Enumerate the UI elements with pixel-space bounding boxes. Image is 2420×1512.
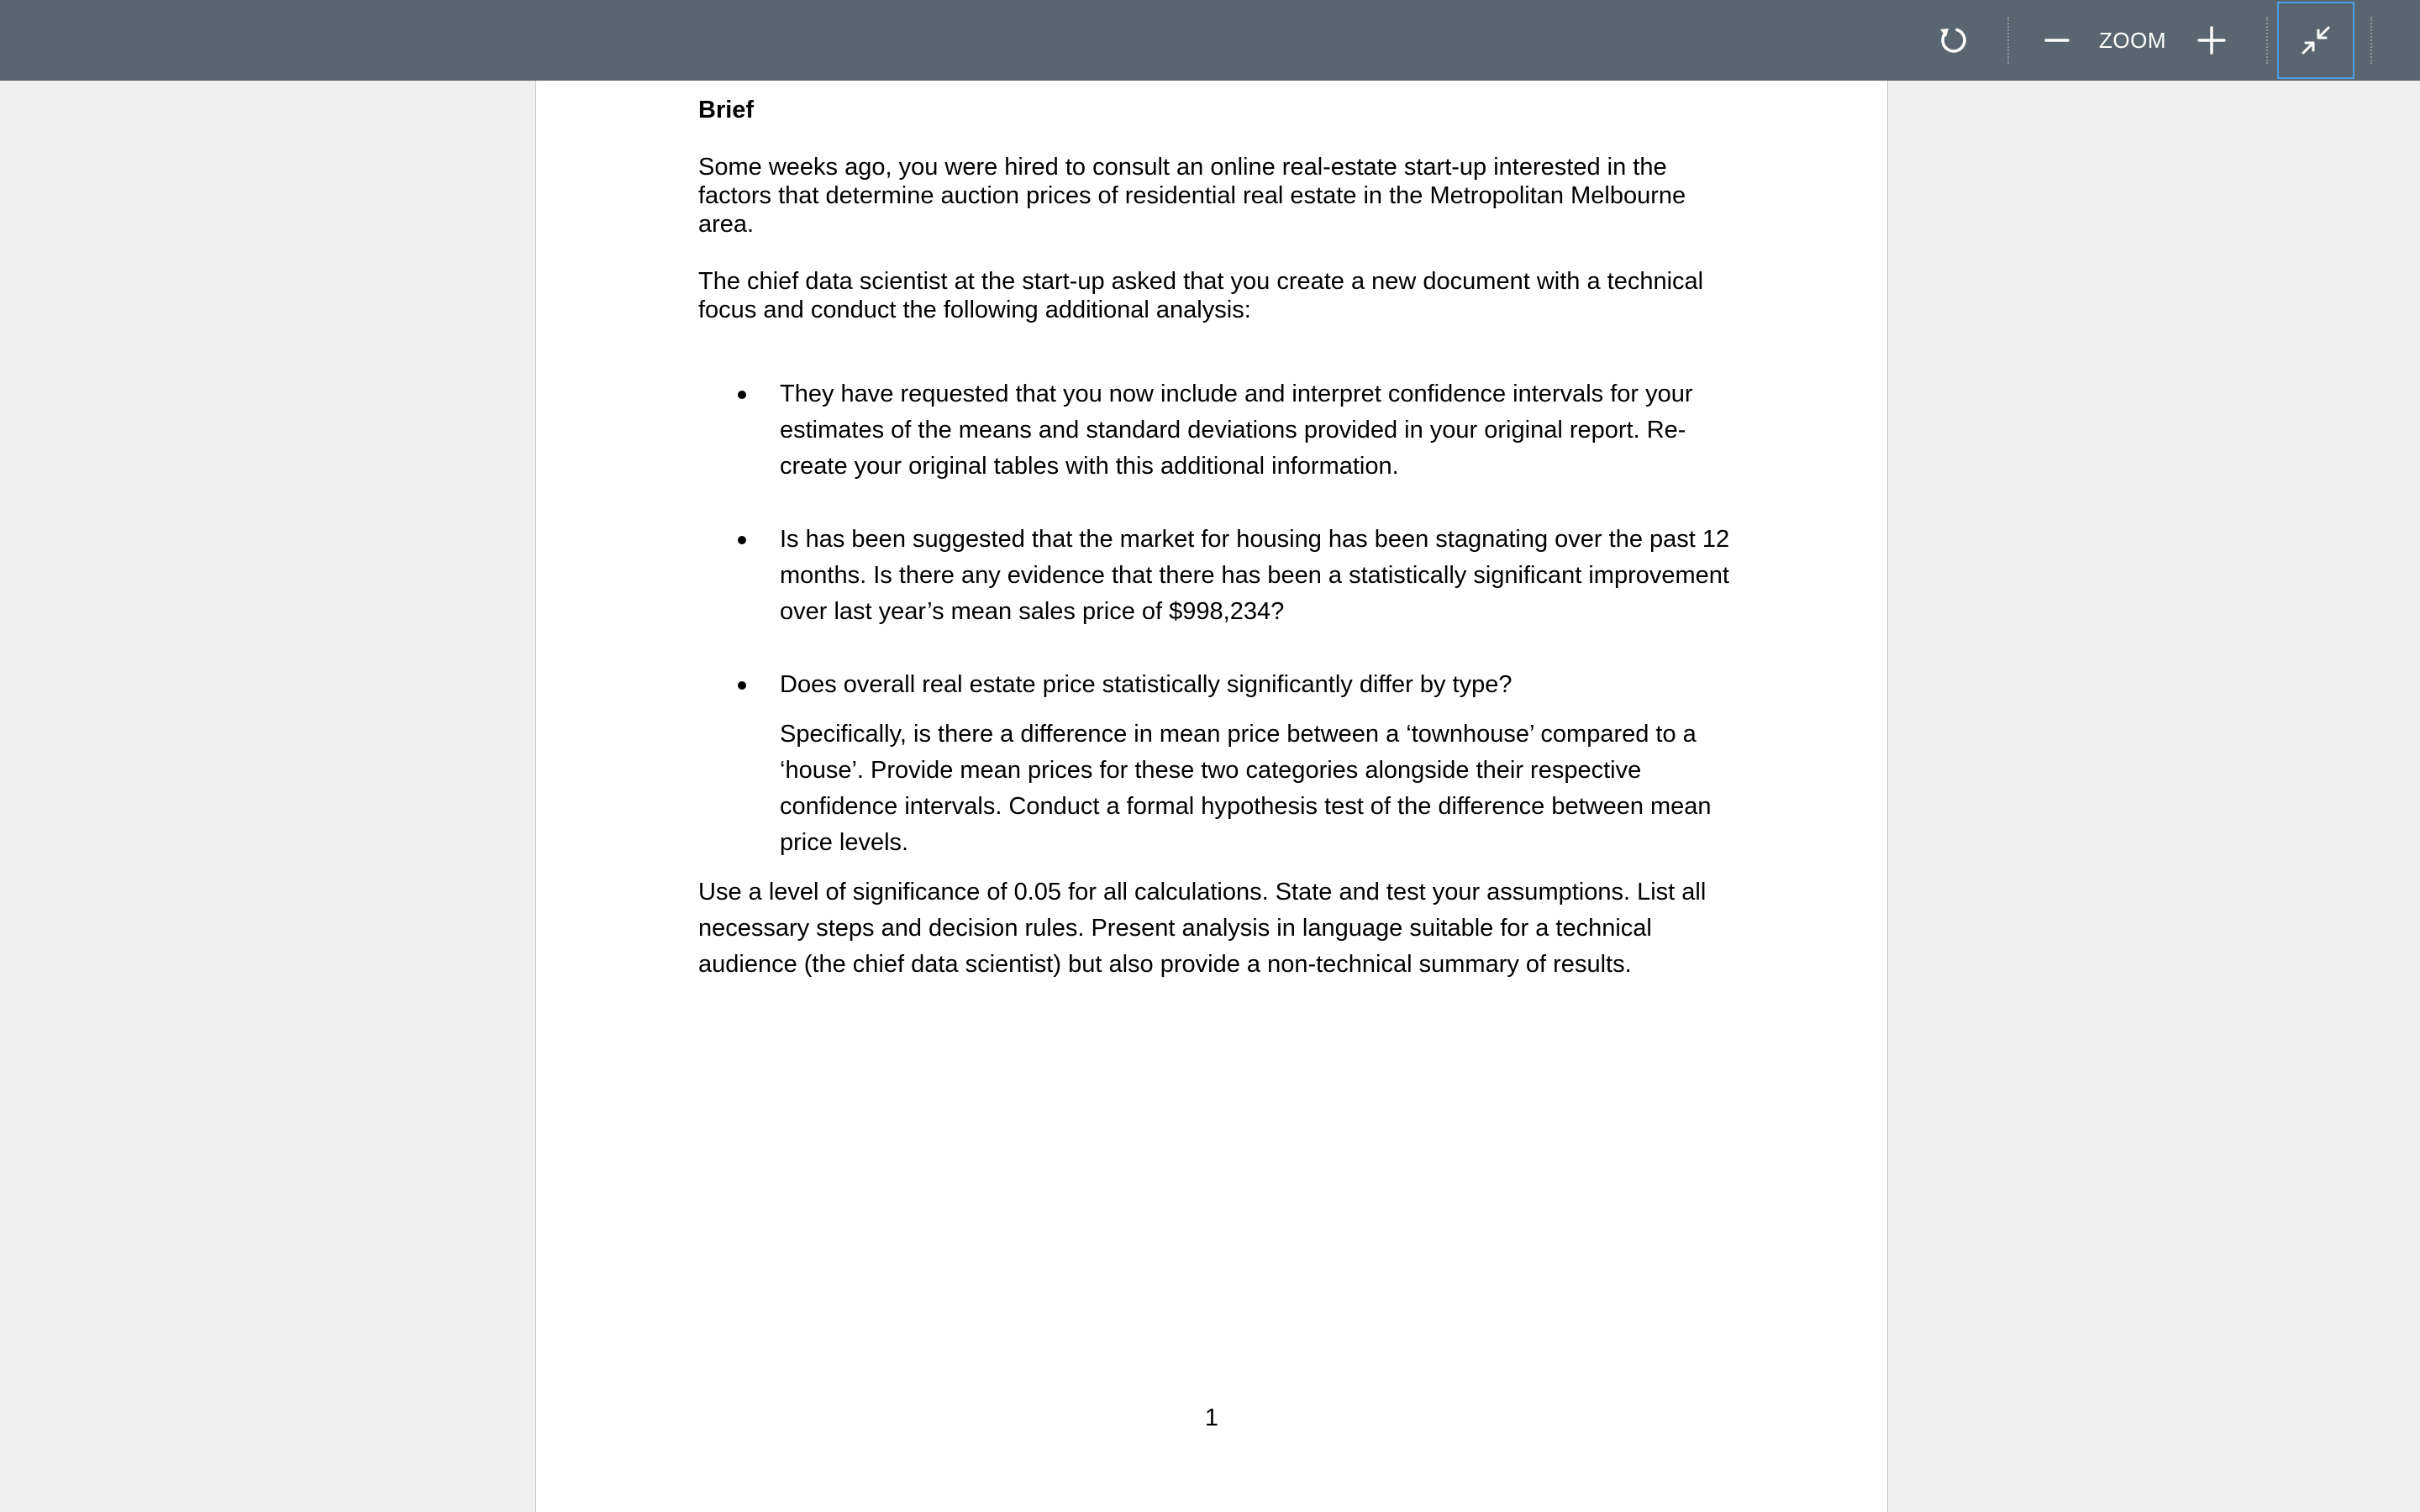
list-item [698, 522, 1740, 630]
rotate-button[interactable] [1930, 17, 1977, 64]
document-heading: Brief [698, 97, 755, 123]
list-item-detail: Specifically, is there a difference in mean price between a ‘townhouse’ compared to a ‘house’. Provide mean prices for these two categories alongside their respective confidence intervals. Conduct a formal hypothesis test of the difference between mean price levels. [780, 721, 1712, 856]
minus-icon [2044, 27, 2070, 54]
bullet-icon [738, 536, 746, 544]
toolbar-separator [2370, 17, 2372, 64]
document-page [535, 81, 1888, 1512]
bullet-icon [738, 681, 746, 690]
request-paragraph: The chief data scientist at the start-up asked that you create a new document with a technical focus and conduct the following additional analysis: [698, 268, 1704, 323]
zoom-label: ZOOM [2099, 28, 2166, 53]
collapse-button[interactable] [2277, 2, 2354, 79]
page-number: 1 [1204, 1404, 1219, 1431]
list-item [698, 667, 1740, 861]
zoom-in-button[interactable] [2193, 22, 2230, 59]
closing-paragraph: Use a level of significance of 0.05 for all calculations. State and test your assumptions. List all necessary steps and decision rules. Present analysis in language suitable for a technical audience (the chief data scientist) but also provide a non-technical summary of results. [698, 879, 1707, 978]
zoom-out-button[interactable] [2039, 22, 2075, 59]
page-content [698, 96, 1740, 983]
list-item-text: Does overall real estate price statistically significantly differ by type? [780, 671, 1512, 698]
viewer-toolbar [0, 0, 2420, 81]
list-item-text: Is has been suggested that the market for housing has been stagnating over the past 12 months. Is there any evidence that there has been a statistically significant improvement over last year’s mean sales price of $998,234? [780, 526, 1730, 625]
list-item [698, 376, 1740, 485]
bullet-icon [738, 391, 746, 399]
plus-icon [2197, 26, 2226, 55]
toolbar-separator [2007, 17, 2009, 64]
analysis-list [698, 376, 1740, 861]
toolbar-separator [2266, 17, 2268, 64]
rotate-icon [1937, 24, 1970, 57]
collapse-icon [2299, 24, 2333, 57]
list-item-text: They have requested that you now include and interpret confidence intervals for your estimates of the means and standard deviations provided in your original report. Re-create your original tables with this additional information. [780, 381, 1693, 480]
intro-paragraph: Some weeks ago, you were hired to consult an online real-estate start-up interested in the factors that determine auction prices of residential real estate in the Metropolitan Melbourne area. [698, 154, 1686, 238]
